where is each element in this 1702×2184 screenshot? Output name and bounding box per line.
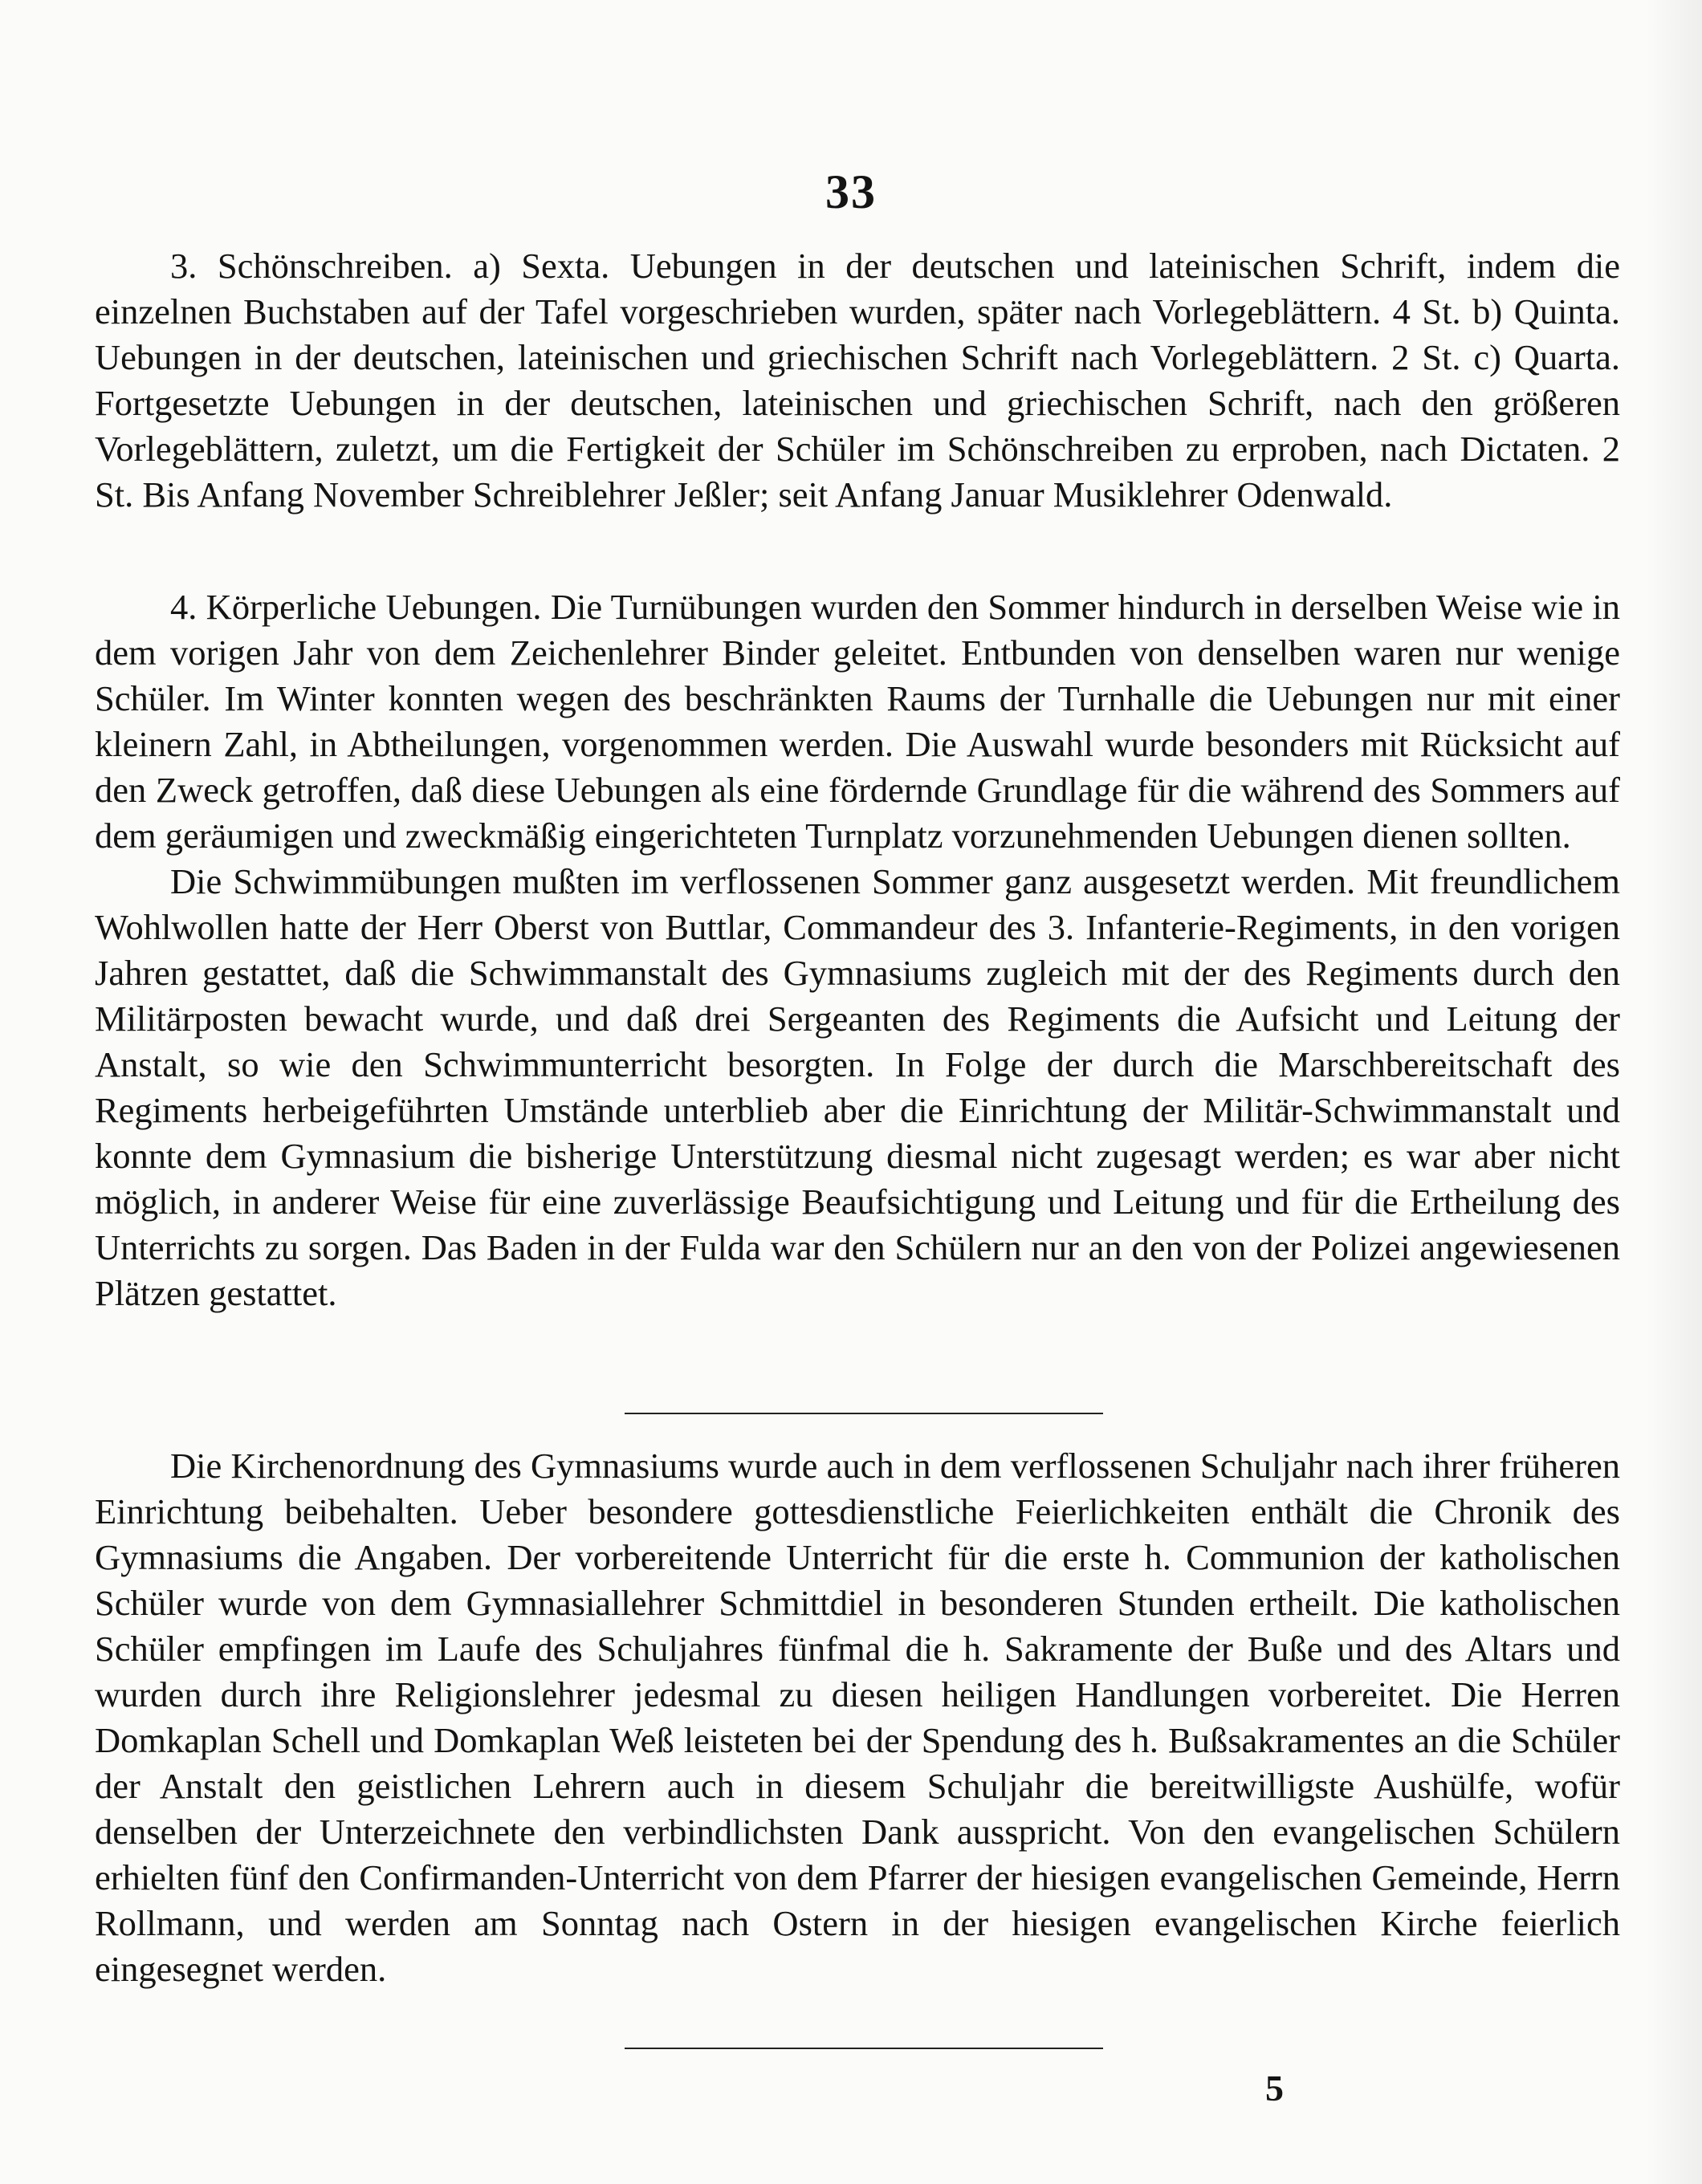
closing-divider: [625, 2048, 1103, 2049]
section-divider: [625, 1413, 1103, 1414]
printer-signature-mark: 5: [1265, 2068, 1284, 2109]
paragraph-penmanship: 3. Schönschreiben. a) Sexta. Uebungen in der deutschen und lateinischen Schrift, indem die einzelnen Buchstaben auf der Tafel vorgeschrieben wurden, später nach Vorlegeblättern. 4 St. b) Quinta. Uebungen in der deutschen, lateinischen und griechischen Schrift nach Vorlegeblättern. 2 St. c) Quarta. Fortgesetzte Uebungen in der deutschen, lateinischen und griechischen Schrift, nach den größeren Vorlegeblättern, zuletzt, um die Fertigkeit der Schüler im Schönschreiben zu erproben, nach Dictaten. 2 St. Bis Anfang November Schreiblehrer Jeßler; seit Anfang Januar Musiklehrer Odenwald.: [95, 246, 1620, 514]
page-edge-shadow: [1646, 0, 1702, 2184]
page-number: 33: [825, 165, 877, 218]
paragraph-church-order: Die Kirchenordnung des Gymnasiums wurde auch in dem verflossenen Schuljahr nach ihrer früheren Einrichtung beibehalten. Ueber besondere gottesdienstliche Feierlichkeiten enthält die Chronik des Gymnasiums die Angaben. Der vorbereitende Unterricht für die erste h. Communion der katholischen Schüler wurde von dem Gymnasiallehrer Schmittdiel in besonderen Stunden ertheilt. Die katholischen Schüler empfingen im Laufe des Schuljahres fünfmal die h. Sakramente der Buße und des Altars und wurden durch ihre Religionslehrer jedesmal zu diesen heiligen Handlungen vorbereitet. Die Herren Domkaplan Schell und Domkaplan Weß leisteten bei der Spendung des h. Bußsakramentes an die Schüler der Anstalt den geistlichen Lehrern auch in diesem Schuljahr die bereitwilligste Aushülfe, wofür denselben der Unterzeichnete den verbindlichsten Dank ausspricht. Von den evangelischen Schülern erhielten fünf den Confirmanden-Unterricht von dem Pfarrer der hiesigen evangelischen Gemeinde, Herrn Rollmann, und werden am Sonntag nach Ostern in der hiesigen evangelischen Kirche feierlich eingesegnet werden.: [95, 1446, 1620, 1989]
paragraph-gymnastics: 4. Körperliche Uebungen. Die Turnübungen wurden den Sommer hindurch in derselben Weise wie in dem vorigen Jahr von dem Zeichenlehrer Binder geleitet. Entbunden von denselben waren nur wenige Schüler. Im Winter konnten wegen des beschränkten Raums der Turnhalle die Uebungen nur mit einer kleinern Zahl, in Abtheilungen, vorgenommen werden. Die Auswahl wurde besonders mit Rücksicht auf den Zweck getroffen, daß diese Uebungen als eine fördernde Grundlage für die während des Sommers auf dem geräumigen und zweckmäßig eingerichteten Turnplatz vorzunehmenden Uebungen dienen sollten.: [95, 587, 1620, 856]
section-church-order: [95, 1443, 1620, 1992]
section-physical-exercises: [95, 584, 1620, 1316]
section-penmanship: [95, 243, 1620, 518]
paragraph-swimming: Die Schwimmübungen mußten im verflossenen Sommer ganz ausgesetzt werden. Mit freundlichem Wohlwollen hatte der Herr Oberst von Buttlar, Commandeur des 3. Infanterie-Regiments, in den vorigen Jahren gestattet, daß die Schwimmanstalt des Gymnasiums zugleich mit der des Regiments durch den Militärposten bewacht wurde, und daß drei Sergeanten des Regiments die Aufsicht und Leitung der Anstalt, so wie den Schwimmunterricht besorgten. In Folge der durch die Marschbereitschaft des Regiments herbeigeführten Umstände unterblieb aber die Einrichtung der Militär-Schwimmanstalt und konnte dem Gymnasium die bisherige Unterstützung diesmal nicht zugesagt werden; es war aber nicht möglich, in anderer Weise für eine zuverlässige Beaufsichtigung und Leitung und für die Ertheilung des Unterrichts zu sorgen. Das Baden in der Fulda war den Schülern nur an den von der Polizei angewiesenen Plätzen gestattet.: [95, 861, 1620, 1313]
